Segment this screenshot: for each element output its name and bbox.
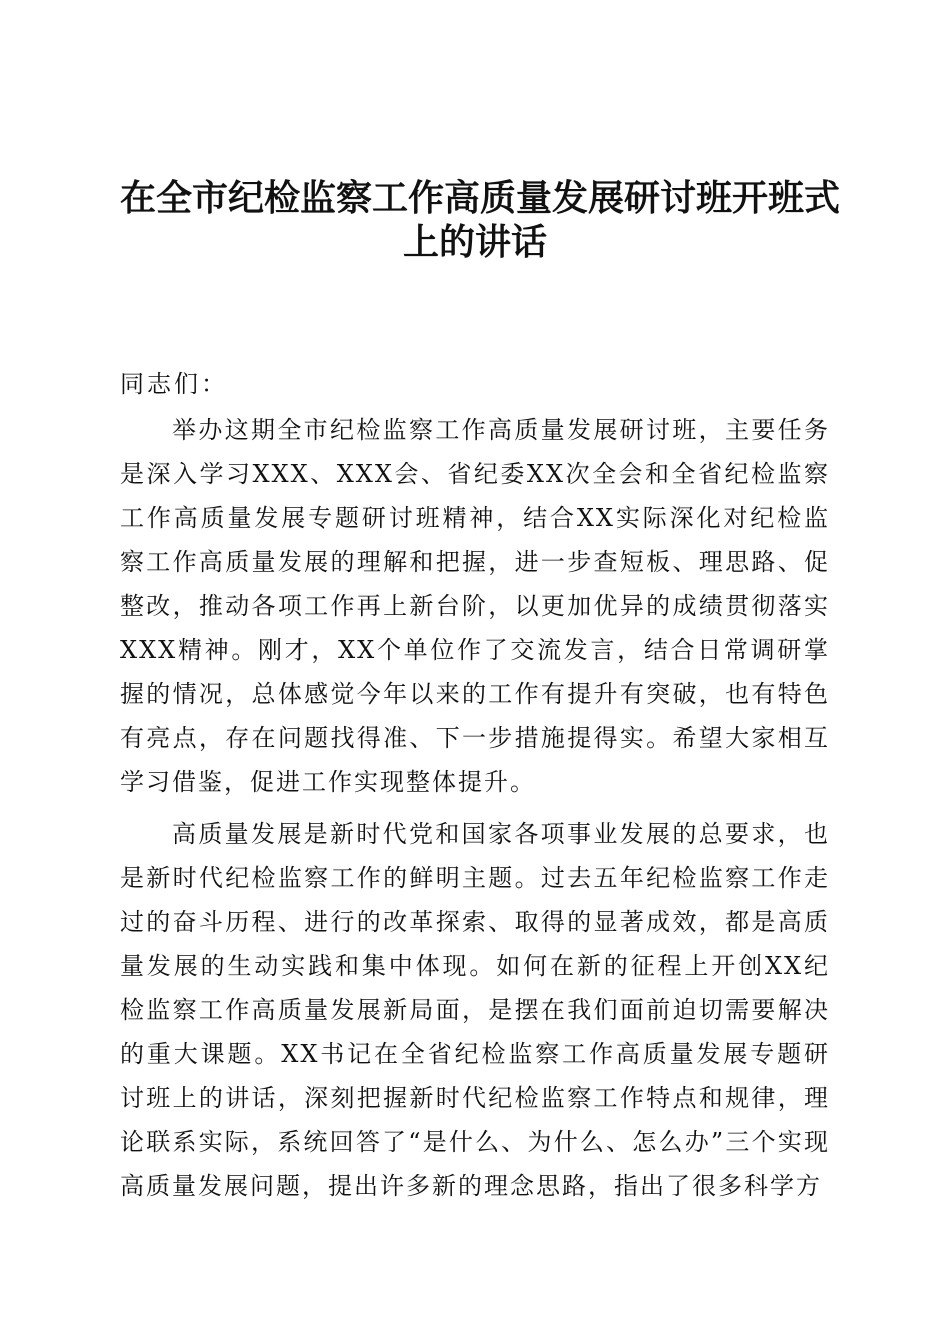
paragraph-2: 高质量发展是新时代党和国家各项事业发展的总要求，也是新时代纪检监察工作的鲜明主题。过去五年纪检监察工作走过的奋斗历程、进行的改革探索、取得的显著成效，都是高质量发展的生动实践和集中体现。如何在新的征程上开创XX纪检监察工作高质量发展新局面，是摆在我们面前迫切需要解决的重大课题。XX书记在全省纪检监察工作高质量发展专题研讨班上的讲话，深刻把握新时代纪检监察工作特点和规律，理论联系实际，系统回答了“是什么、为什么、怎么办”三个实现高质量发展问题，提出许多新的理念思路，指出了很多科学方 <box>120 820 830 1200</box>
document-title <box>120 176 841 264</box>
title-line-2: 上的讲话 <box>402 221 547 263</box>
salutation: 同志们： <box>120 370 228 398</box>
paragraph-1: 举办这期全市纪检监察工作高质量发展研讨班，主要任务是深入学习XXX、XXX会、省纪委XX次全会和全省纪检监察工作高质量发展专题研讨班精神，结合XX实际深化对纪检监察工作高质量发展的理解和把握，进一步查短板、理思路、促整改，推动各项工作再上新台阶，以更加优异的成绩贯彻落实XXX精神。刚才，XX个单位作了交流发言，结合日常调研掌握的情况，总体感觉今年以来的工作有提升有突破，也有特色有亮点，存在问题找得准、下一步措施提得实。希望大家相互学习借鉴，促进工作实现整体提升。 <box>120 416 830 796</box>
document-body <box>120 176 841 1208</box>
title-line-1: 在全市纪检监察工作高质量发展研讨班开班式 <box>120 177 841 219</box>
